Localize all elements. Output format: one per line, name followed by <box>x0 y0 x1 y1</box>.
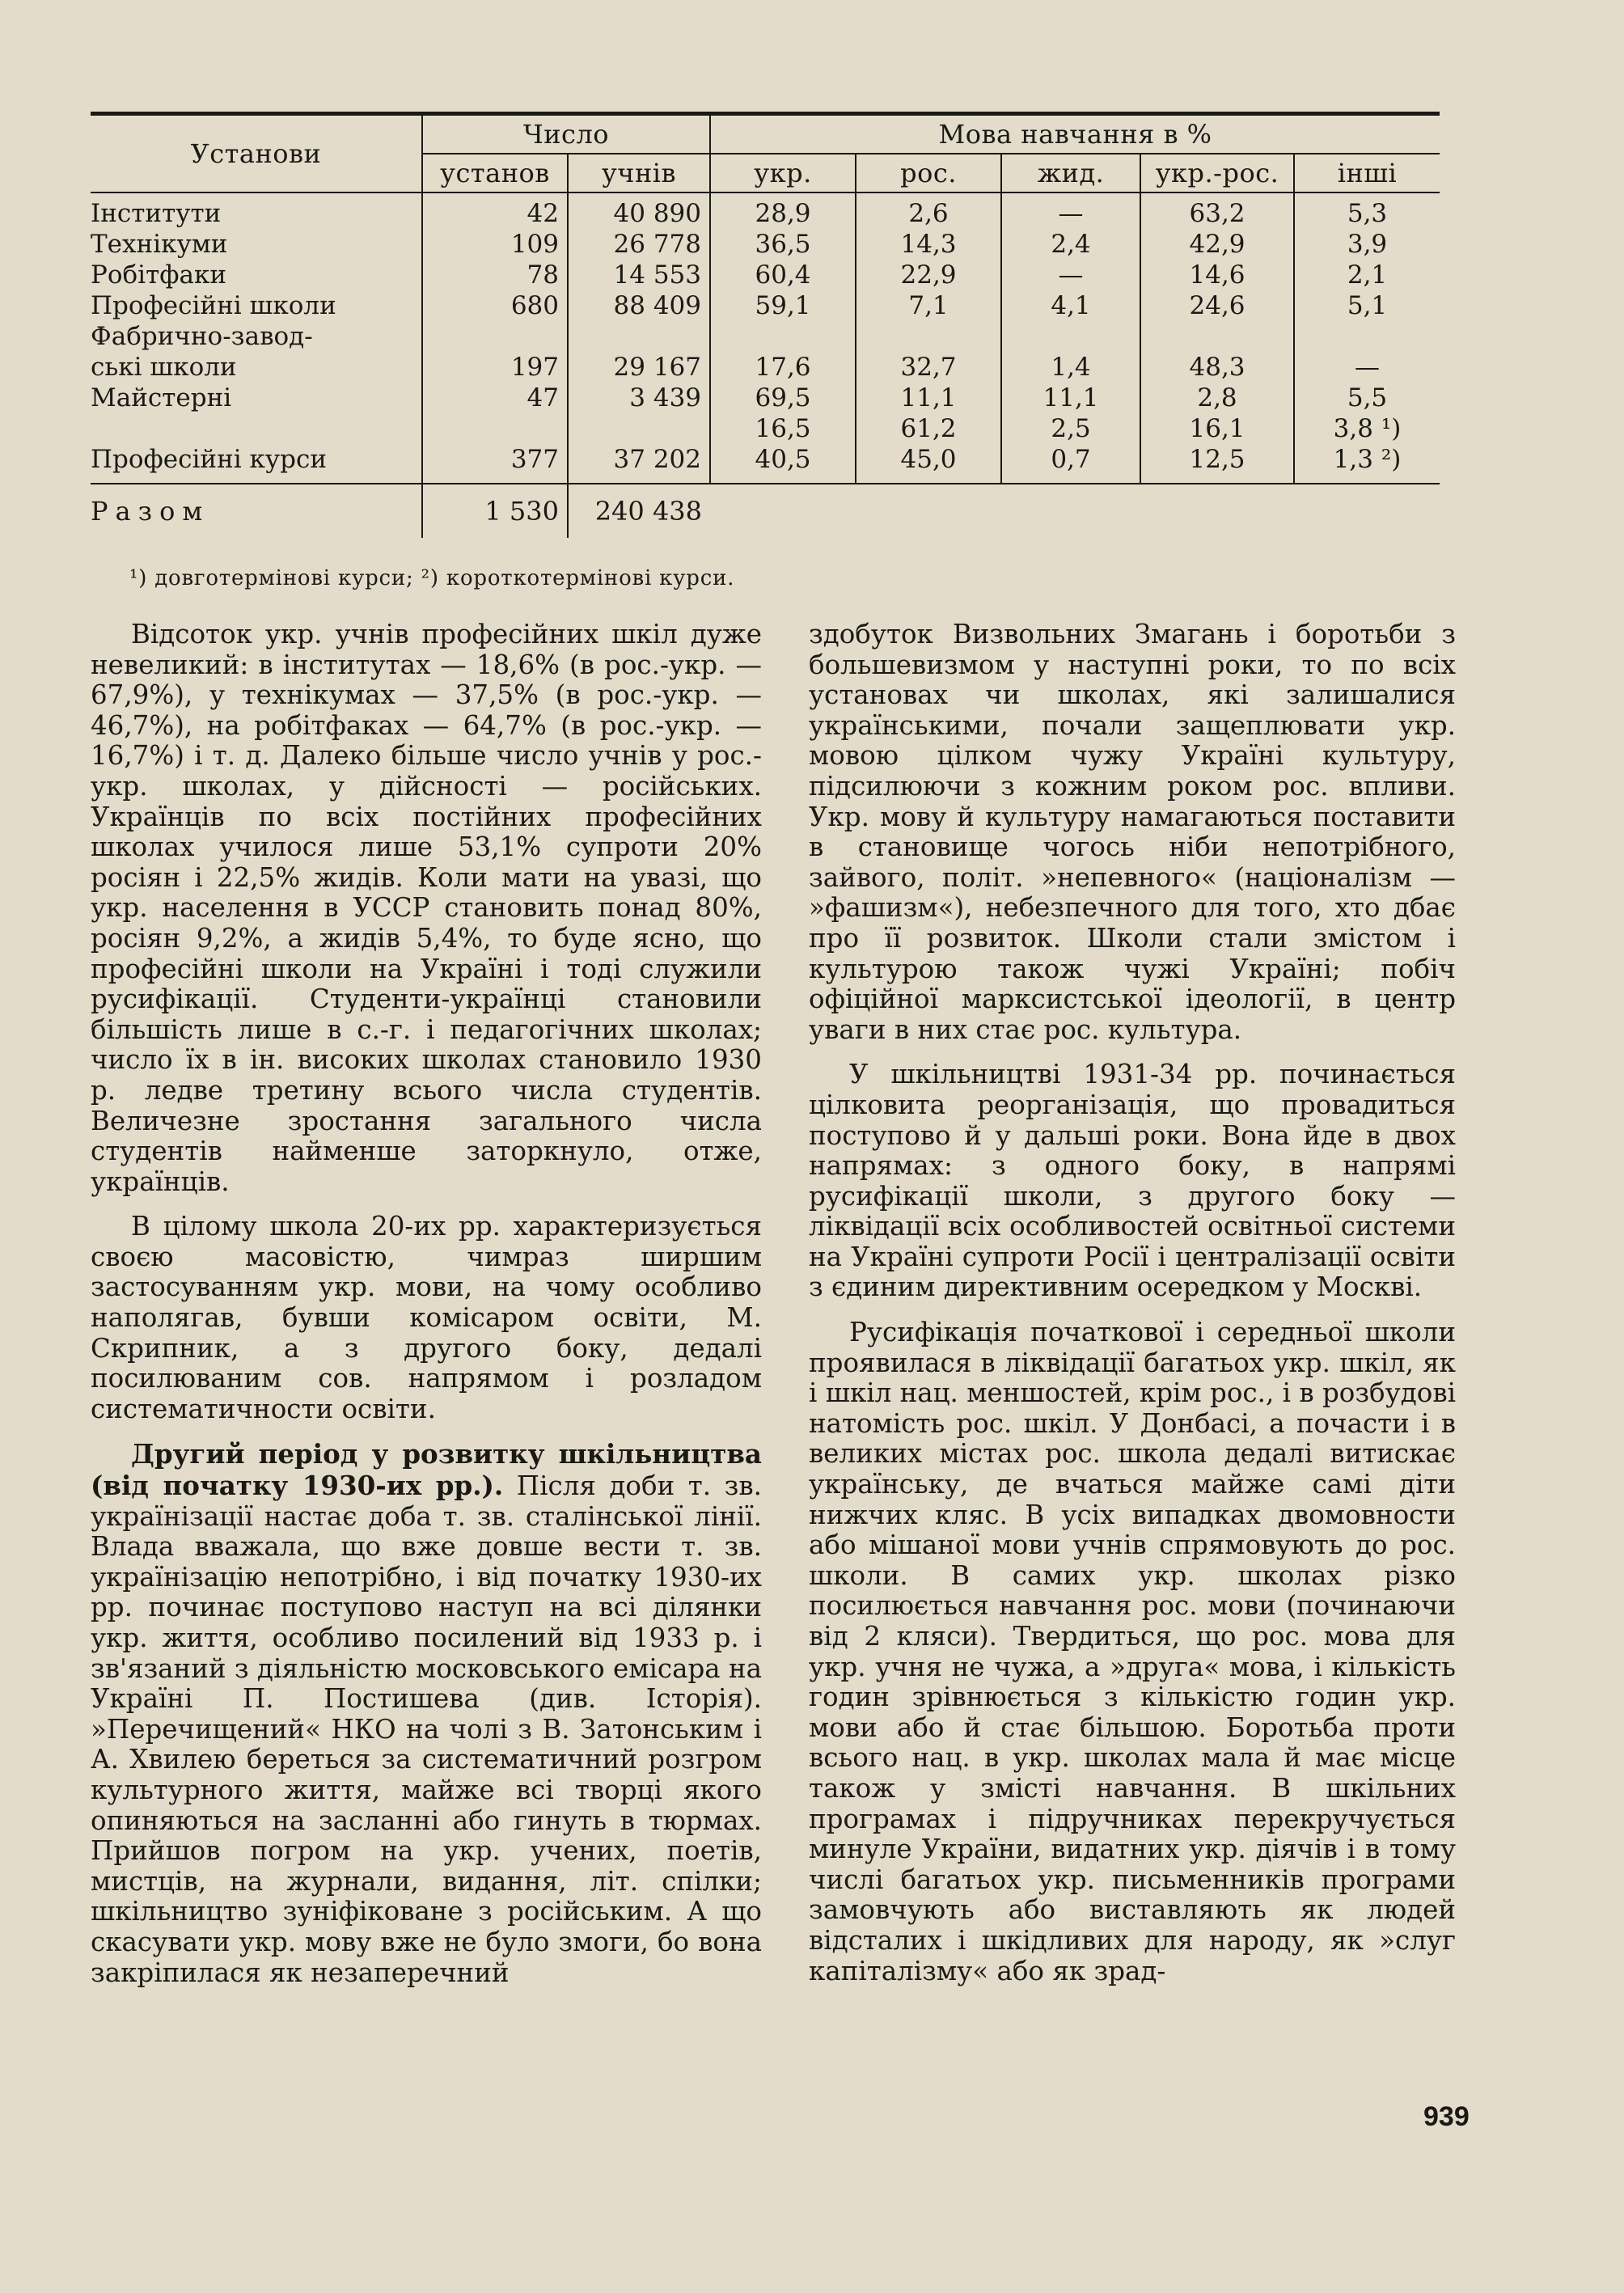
cell-ukr: 69,5 <box>710 383 856 413</box>
cell-other: 5,3 <box>1294 192 1440 229</box>
cell-ukr: 40,5 <box>710 444 856 484</box>
cell-ukr-ros: 2,8 <box>1140 383 1294 413</box>
cell-other: 5,1 <box>1294 290 1440 321</box>
row-name: Професійні школи <box>91 291 336 320</box>
paragraph: У шкільництві 1931-34 рр. починається цілковита реорганізація, що провадиться поступово й у дальші роки. Вона йде в двох напрямах: з одного боку, в напрямі русифікації школи, з другого боку — ліквідації всіх особливостей освітньої системи на Україні супроти Росії і централізації освіти з єдиним директивним осередком у Москві. <box>809 1059 1456 1303</box>
cell-ukr-ros: 63,2 <box>1140 192 1294 229</box>
cell-institutions: 42 <box>422 192 568 229</box>
paragraph-text: Після доби т. зв. українізації настає доба т. зв. сталінської лінії. Влада вважала, що вже довше вести т. зв. українізацію непотрібно, і від початку 1930-их рр. починає поступово наступ на всі ділянки укр. життя, особливо посилений від 1933 р. і зв'язаний з діяльністю московського емісара на Україні П. Постишева (див. Історія). »Перечищений« НКО на чолі з В. Затонським і А. Хвилею береться за систематичний розгром культурного життя, майже всі творці якого опиняються на засланні або гинуть в тюрмах. Прийшов погром на укр. учених, поетів, мистців, на журнали, видання, літ. спілки; шкільництво зуніфіковане з російським. А що скасувати укр. мову вже не було змоги, бо вона закріпилася як незаперечний <box>91 1470 763 1988</box>
header-language: Мова навчання в % <box>710 114 1440 154</box>
cell-institutions: 109 <box>422 229 568 260</box>
header-ukr-ros: укр.-рос. <box>1140 154 1294 192</box>
table-body <box>91 192 1440 484</box>
cell-other: 3,9 <box>1294 229 1440 260</box>
cell-zhyd: 1,4 <box>1001 352 1140 383</box>
cell-ukr-ros: 42,9 <box>1140 229 1294 260</box>
cell-other <box>1294 321 1440 352</box>
cell-ros: 45,0 <box>856 444 1001 484</box>
cell-ukr <box>710 321 856 352</box>
row-name: Професійні курси <box>91 445 328 474</box>
cell-ukr: 28,9 <box>710 192 856 229</box>
cell-zhyd <box>1001 321 1140 352</box>
cell-institutions: 78 <box>422 260 568 290</box>
cell-ukr-ros: 24,6 <box>1140 290 1294 321</box>
left-text-column <box>91 620 762 2003</box>
cell-ukr: 59,1 <box>710 290 856 321</box>
cell-ukr-ros: 16,1 <box>1140 413 1294 444</box>
right-text-column <box>809 620 1456 2001</box>
paragraph: Русифікація початкової і середньої школи проявилася в ліквідації багатьох укр. шкіл, як і шкіл нац. меншостей, крім рос., і в розбудові натомість рос. шкіл. У Донбасі, а почасти і в великих містах рос. школа дедалі витискає українську, де вчаться майже самі діти нижчих кляс. В усіх випадках двомовности або мішаної мови учнів спрямовують до рос. школи. В самих укр. школах різко посилюється навчання рос. мови (починаючи від 2 кляси). Твердиться, що рос. мова для укр. учня не чужа, а »друга« мова, і кількість годин зрівнюється з кількістю годин укр. мови або й стає більшою. Боротьба проти всього нац. в укр. школах мала й має місце також у змісті навчання. В шкільних програмах і підручниках перекручується минуле України, видатних укр. діячів і в тому числі багатьох укр. письменників програми замовчують або виставляють як людей відсталих і шкідливих для народу, як »слуг капіталізму« або як зрад- <box>809 1317 1457 1986</box>
cell-ukr: 17,6 <box>710 352 856 383</box>
cell-institutions: 197 <box>422 352 568 383</box>
cell-zhyd: 2,5 <box>1001 413 1140 444</box>
cell-ukr-ros: 14,6 <box>1140 260 1294 290</box>
education-statistics-table <box>91 112 1440 538</box>
table-row <box>91 383 1440 413</box>
row-name: Інститути <box>91 199 222 228</box>
row-name: ські школи <box>91 353 237 382</box>
row-name: Фабрично-завод- <box>91 322 313 351</box>
cell-institutions: 680 <box>422 290 568 321</box>
cell-students: 29 167 <box>568 352 710 383</box>
cell-other: 1,3 ²) <box>1294 444 1440 484</box>
cell-zhyd: 0,7 <box>1001 444 1140 484</box>
cell-institutions: 377 <box>422 444 568 484</box>
header-ukr: укр. <box>710 154 856 192</box>
cell-ros: 11,1 <box>856 383 1001 413</box>
cell-other: — <box>1294 352 1440 383</box>
table-row <box>91 229 1440 260</box>
cell-ros: 32,7 <box>856 352 1001 383</box>
cell-ros: 2,6 <box>856 192 1001 229</box>
cell-ukr: 16,5 <box>710 413 856 444</box>
table-row <box>91 352 1440 383</box>
cell-ukr-ros: 12,5 <box>1140 444 1294 484</box>
paragraph: В цілому школа 20-их рр. характеризується своєю масовістю, чимраз ширшим застосуванням укр. мови, на чому особливо наполягав, бувши комісаром освіти, М. Скрипник, а з другого боку, дедалі посилюваним сов. напрямом і розладом систематичности освіти. <box>91 1211 762 1424</box>
cell-ros: 22,9 <box>856 260 1001 290</box>
table-row <box>91 290 1440 321</box>
cell-zhyd: 2,4 <box>1001 229 1140 260</box>
cell-students <box>568 413 710 444</box>
cell-ukr-ros <box>1140 321 1294 352</box>
table-row <box>91 413 1440 444</box>
row-name: Технікуми <box>91 230 228 259</box>
total-label: Разом <box>91 484 422 538</box>
table-row <box>91 260 1440 290</box>
table-total-row <box>91 484 1440 538</box>
row-name: Робітфаки <box>91 260 227 290</box>
cell-ros: 14,3 <box>856 229 1001 260</box>
header-zhyd: жид. <box>1001 154 1140 192</box>
table-footnote: ¹) довготермінові курси; ²) короткотермінові курси. <box>129 566 735 590</box>
cell-students: 37 202 <box>568 444 710 484</box>
cell-students: 88 409 <box>568 290 710 321</box>
paragraph: Відсоток укр. учнів професійних шкіл дуже невеликий: в інститутах — 18,6% (в рос.-укр. — 67,9%), у технікумах — 37,5% (в рос.-укр. — 46,7%), на робітфаках — 64,7% (в рос.-укр. — 16,7%) і т. д. Далеко більше число учнів у рос.-укр. школах, у дійсності — російських. Українців по всіх постійних професійних школах училося лише 53,1% супроти 20% росіян і 22,5% жидів. Коли мати на увазі, що укр. населення в УССР становить понад 80%, росіян 9,2%, а жидів 5,4%, то буде ясно, що професійні школи на Україні і тоді служили русифікації. Студенти-українці становили більшість лише в с.-г. і педагогічних школах; число їх в ін. високих школах становило 1930 р. ледве третину всього числа студентів. Величезне зростання загального числа студентів найменше заторкнуло, отже, українців. <box>91 619 762 1197</box>
paragraph: здобуток Визвольних Змагань і боротьби з большевизмом у наступні роки, то по всіх установах чи школах, які залишалися українськими, почали защеплювати укр. мовою цілком чужу Україні культуру, підсилюючи з кожним роком рос. впливи. Укр. мову й культуру намагаються поставити в становище чогось ніби непотрібного, зайвого, політ. »непевного« (націоналізм — »фашизм«), небезпечного для того, хто дбає про її розвиток. Школи стали змістом і культурою також чужі Україні; побіч офіційної марксистської ідеології, в центр уваги в них стає рос. культура. <box>809 619 1456 1045</box>
cell-ros: 61,2 <box>856 413 1001 444</box>
cell-other: 5,5 <box>1294 383 1440 413</box>
total-institutions: 1 530 <box>422 484 568 538</box>
cell-students: 40 890 <box>568 192 710 229</box>
total-students: 240 438 <box>568 484 710 538</box>
cell-zhyd: — <box>1001 192 1140 229</box>
paragraph-second-period <box>91 1439 762 1988</box>
table-row <box>91 321 1440 352</box>
cell-ukr: 60,4 <box>710 260 856 290</box>
cell-zhyd: 11,1 <box>1001 383 1140 413</box>
header-other: інші <box>1294 154 1440 192</box>
cell-students: 14 553 <box>568 260 710 290</box>
cell-ukr-ros: 48,3 <box>1140 352 1294 383</box>
cell-institutions <box>422 413 568 444</box>
cell-students: 3 439 <box>568 383 710 413</box>
row-name: Майстерні <box>91 383 232 412</box>
header-ros: рос. <box>856 154 1001 192</box>
cell-zhyd: 4,1 <box>1001 290 1140 321</box>
header-number-students: учнів <box>568 154 710 192</box>
page-number: 939 <box>1423 2101 1470 2132</box>
cell-ukr: 36,5 <box>710 229 856 260</box>
table-row <box>91 444 1440 484</box>
cell-institutions <box>422 321 568 352</box>
section-heading: Другий період у розвитку шкільництва (від початку 1930-их рр.). <box>91 1438 762 1502</box>
header-number-institutions: установ <box>422 154 568 192</box>
cell-institutions: 47 <box>422 383 568 413</box>
header-institutions: Установи <box>91 114 422 193</box>
cell-students: 26 778 <box>568 229 710 260</box>
cell-students <box>568 321 710 352</box>
cell-other: 3,8 ¹) <box>1294 413 1440 444</box>
cell-ros <box>856 321 1001 352</box>
header-number: Число <box>422 114 710 154</box>
row-name <box>91 413 422 444</box>
table-row <box>91 192 1440 229</box>
cell-other: 2,1 <box>1294 260 1440 290</box>
cell-zhyd: — <box>1001 260 1140 290</box>
cell-ros: 7,1 <box>856 290 1001 321</box>
